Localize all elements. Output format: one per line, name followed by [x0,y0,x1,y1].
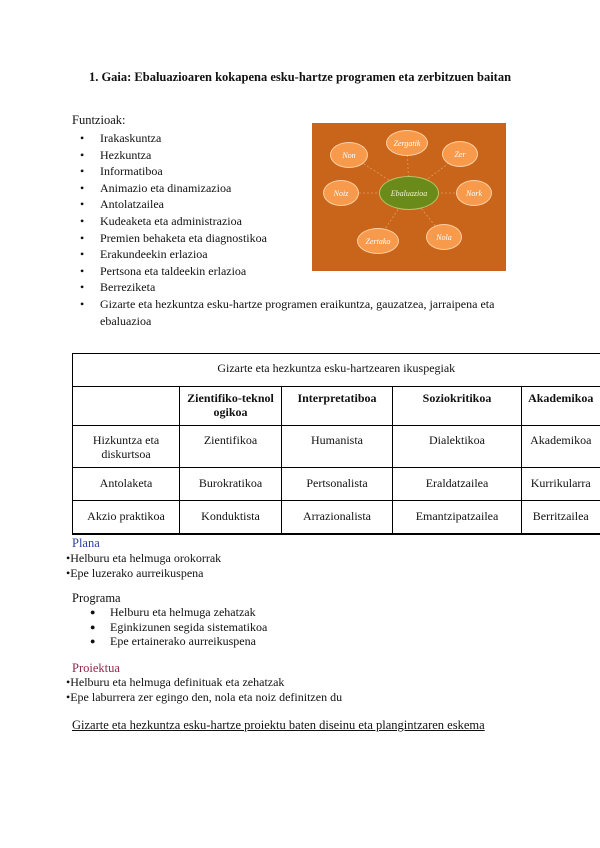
list-item: • Premien behaketa eta diagnostikoa [80,230,510,247]
plana-lines [66,551,221,580]
table-cell: Eraldatzailea [393,468,522,501]
list-item: • Antolatzailea [80,196,510,213]
list-item: • Gizarte eta hezkuntza esku-hartze programen eraikuntza, gauzatzea, jarraipena eta ebaluazioa [80,296,510,329]
table-header-cell: Interpretatiboa [282,387,393,426]
table-row [73,468,600,501]
table-caption: Gizarte eta hezkuntza esku-hartzearen ikuspegiak [73,354,600,387]
table-cell: Pertsonalista [282,468,393,501]
diagram-node-non: Non [330,142,368,168]
list-item: •Helburu eta helmuga orokorrak [66,551,222,565]
table-cell: Akademikoa [522,426,600,468]
diagram-node-zer: Zer [442,141,478,167]
list-item: • Berreziketa [80,279,510,296]
diagram-center-ebaluazioa: Ebaluazioa [379,176,439,210]
table-cell: Berritzailea [522,501,600,535]
proiektua-heading: Proiektua [72,661,120,675]
table-header-cell: Akademikoa [522,387,600,426]
perspectives-table [72,353,600,535]
table-cell: Akzio praktikoa [73,501,180,535]
table-header-row [73,387,600,426]
table-cell: Burokratikoa [180,468,282,501]
list-item: • Erakundeekin erlazioa [80,246,510,263]
list-item: • Hezkuntza [80,147,510,164]
eskema-link[interactable]: Gizarte eta hezkuntza esku-hartze proiektu baten diseinu eta plangintzaren eskema [72,718,485,732]
list-item: • Informatiboa [80,163,510,180]
table-header-cell: Soziokritikoa [393,387,522,426]
list-item: • Animazio eta dinamizazioa [80,180,510,197]
table-header-cell: Zientifiko-teknol ogikoa [180,387,282,426]
table-header-cell [73,387,180,426]
table-cell: Konduktista [180,501,282,535]
list-item: ● Helburu eta helmuga zehatzak [90,605,267,620]
page-title: 1. Gaia: Ebaluazioaren kokapena esku-hartze programen eta zerbitzuen baitan [88,70,512,84]
funtzioak-label: Funtzioak: [72,113,126,127]
table-cell: Arrazionalista [282,501,393,535]
programa-heading: Programa [72,591,121,605]
list-item: • Irakaskuntza [80,130,510,147]
diagram-node-zergatik: Zergatik [386,130,428,156]
list-item: • Kudeaketa eta administrazioa [80,213,510,230]
list-item: •Epe laburrera zer egingo den, nola eta noiz definitzen du [66,689,343,704]
table-cell: Humanista [282,426,393,468]
diagram-node-nola: Nola [426,224,462,250]
table-cell: Hizkuntza eta diskurtsoa [73,426,180,468]
list-item: • Pertsona eta taldeekin erlazioa [80,263,510,280]
programa-list [90,605,267,649]
plana-heading: Plana [72,536,100,550]
table-cell: Antolaketa [73,468,180,501]
list-item: ● Epe ertainerako aurreikuspena [90,634,267,649]
list-item: ● Eginkizunen segida sistematikoa [90,620,267,635]
evaluation-diagram [312,123,506,271]
table-cell: Kurrikularra [522,468,600,501]
table-cell: Zientifikoa [180,426,282,468]
table-cell: Emantzipatzailea [393,501,522,535]
table-row [73,426,600,468]
diagram-node-nork: Nork [456,180,492,206]
diagram-node-noiz: Noiz [323,180,359,206]
table-cell: Dialektikoa [393,426,522,468]
diagram-node-zertako: Zertako [357,228,399,254]
table-row [73,501,600,535]
proiektua-lines [66,675,342,704]
list-item: •Helburu eta helmuga definituak eta zehatzak [66,675,285,689]
list-item: •Epe luzerako aurreikuspena [66,565,204,580]
